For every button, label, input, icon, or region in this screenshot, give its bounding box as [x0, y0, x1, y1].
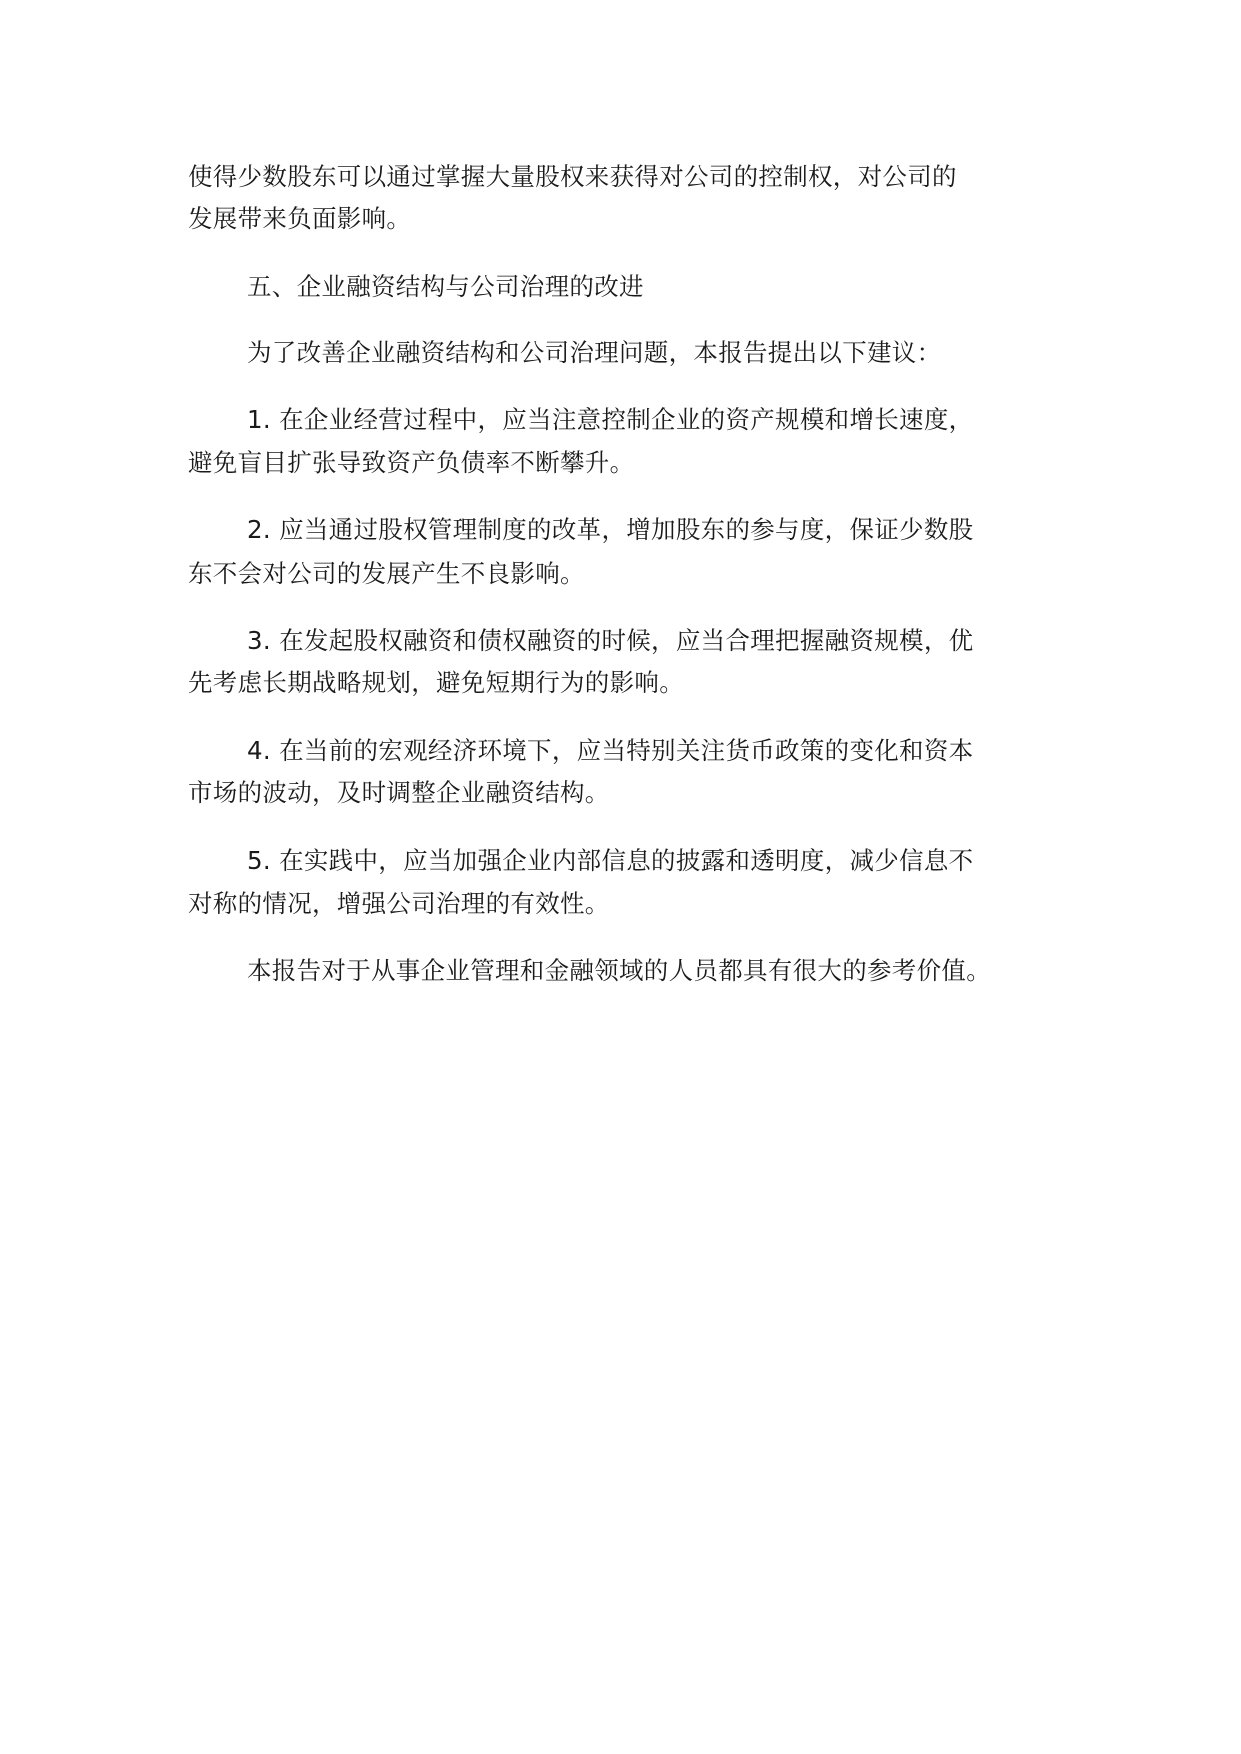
section-heading: 五、企业融资结构与公司治理的改进	[247, 272, 644, 301]
paragraph-line: 使得少数股东可以通过掌握大量股权来获得对公司的控制权，对公司的	[188, 162, 957, 191]
paragraph-line: 本报告对于从事企业管理和金融领域的人员都具有很大的参考价值。	[247, 956, 991, 985]
list-item-line: 4. 在当前的宏观经济环境下，应当特别关注货币政策的变化和资本	[247, 736, 974, 765]
list-item-line: 5. 在实践中，应当加强企业内部信息的披露和透明度，减少信息不	[247, 846, 974, 875]
paragraph-line: 发展带来负面影响。	[188, 204, 412, 233]
list-item-line: 避免盲目扩张导致资产负债率不断攀升。	[188, 448, 635, 477]
list-item-line: 东不会对公司的发展产生不良影响。	[188, 559, 585, 588]
list-item-line: 对称的情况，增强公司治理的有效性。	[188, 889, 610, 918]
paragraph-line: 为了改善企业融资结构和公司治理问题，本报告提出以下建议：	[247, 338, 942, 367]
list-item-line: 市场的波动，及时调整企业融资结构。	[188, 778, 610, 807]
list-item-line: 2. 应当通过股权管理制度的改革，增加股东的参与度，保证少数股	[247, 515, 974, 544]
list-item-line: 1. 在企业经营过程中，应当注意控制企业的资产规模和增长速度，	[247, 405, 974, 434]
list-item-line: 3. 在发起股权融资和债权融资的时候，应当合理把握融资规模，优	[247, 626, 974, 655]
list-item-line: 先考虑长期战略规划，避免短期行为的影响。	[188, 668, 684, 697]
